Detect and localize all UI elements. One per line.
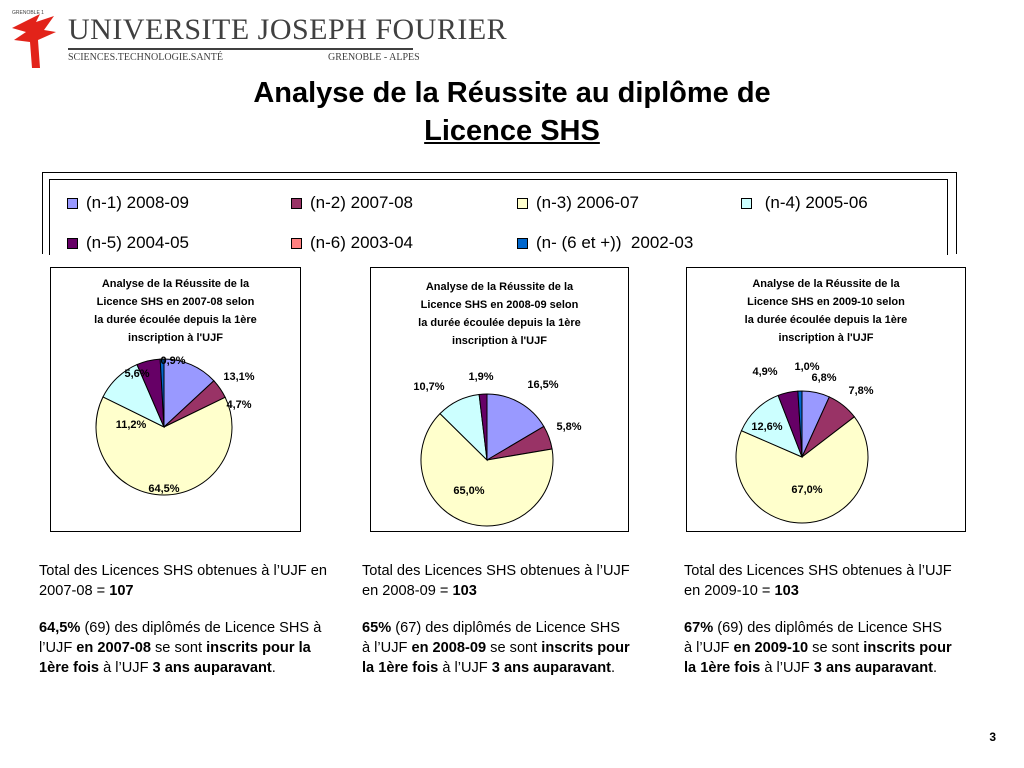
caption-total-text: Total des Licences SHS obtenues à l’UJF en 2009-10 = (684, 563, 952, 599)
chart-title-line: Analyse de la Réussite de la (752, 278, 900, 290)
caption-percent: 67% (684, 620, 714, 636)
chart-title-line: inscription à l'UJF (128, 332, 223, 344)
chart-panel-2008-09 (370, 267, 629, 532)
pie-label-n5: 4,9% (752, 366, 778, 378)
logo-subtitle-right: GRENOBLE - ALPES (328, 52, 420, 63)
pie-label-n4: 11,2% (115, 419, 147, 431)
caption-total-text: Total des Licences SHS obtenues à l’UJF en 2008-09 = (362, 563, 630, 599)
caption-total (684, 561, 954, 601)
caption-bold: 3 ans auparavant (152, 660, 272, 676)
logo-emblem-icon (10, 10, 62, 70)
pie-label-n5: 1,9% (468, 371, 494, 383)
caption-text: à l’UJF (438, 660, 492, 676)
pie-chart (371, 268, 630, 533)
pie-label-n5: 5,6% (124, 368, 150, 380)
pie-label-n3: 67,0% (791, 484, 823, 496)
legend-swatch (517, 198, 528, 209)
legend-swatch (67, 198, 78, 209)
caption-text: se sont (486, 640, 542, 656)
logo-divider (68, 48, 413, 50)
caption-text: (67) des diplômés de Licence SHS à l’UJF (362, 620, 620, 656)
pie-chart (687, 268, 967, 533)
title-line-1: Analyse de la Réussite au diplôme de (253, 77, 771, 109)
caption-text: (69) des diplômés de Licence SHS à l’UJF (684, 620, 942, 656)
caption-text: se sont (150, 640, 207, 656)
caption-text: . (933, 660, 938, 676)
caption-total (39, 561, 329, 601)
caption-year: en 2008-09 (411, 640, 487, 656)
caption-bold: inscrits pour la 1ère fois (39, 640, 311, 676)
chart-title-line: Licence SHS en 2007-08 selon (96, 296, 255, 308)
legend-label: (n-5) 2004-05 (86, 233, 190, 252)
caption-text: . (271, 660, 276, 676)
caption-text: (69) des diplômés de Licence SHS à l’UJF (39, 620, 322, 656)
caption-detail (684, 618, 954, 678)
legend (49, 179, 948, 255)
title-line-2: Licence SHS (424, 115, 600, 147)
caption-detail (39, 618, 329, 678)
chart-panel-2009-10 (686, 267, 966, 532)
legend-label: (n-4) 2005-06 (760, 193, 868, 212)
chart-title-line: Licence SHS en 2008-09 selon (420, 299, 579, 311)
legend-swatch (291, 198, 302, 209)
caption-bold: 3 ans auparavant (491, 660, 612, 676)
legend-item-n1 (67, 193, 189, 213)
legend-item-n5 (67, 233, 189, 253)
chart-panel-2007-08 (50, 267, 301, 532)
pie-label-n4: 10,7% (413, 381, 445, 393)
caption-year: en 2007-08 (76, 640, 151, 656)
caption-2009-10 (684, 561, 954, 695)
chart-title-line: la durée écoulée depuis la 1ère (94, 314, 257, 326)
caption-total-number: 107 (109, 583, 134, 599)
page-number: 3 (989, 730, 996, 744)
caption-total-number: 103 (452, 583, 477, 599)
pie-label-n4: 12,6% (751, 421, 783, 433)
chart-title-line: Licence SHS en 2009-10 selon (747, 296, 905, 308)
caption-text: à l’UJF (760, 660, 814, 676)
legend-label: (n-1) 2008-09 (86, 193, 190, 212)
university-logo (10, 10, 508, 70)
legend-item-n3 (517, 193, 639, 213)
pie-label-n1: 6,8% (811, 372, 837, 384)
pie-label-n2: 5,8% (556, 421, 582, 433)
chart-title-line: Analyse de la Réussite de la (101, 278, 250, 290)
caption-2008-09 (362, 561, 632, 695)
logo-subtitle-left: SCIENCES.TECHNOLOGIE.SANTÉ (68, 52, 223, 63)
caption-text: à l’UJF (99, 660, 153, 676)
legend-item-n4 (741, 193, 868, 213)
pie-label-n1: 13,1% (223, 371, 255, 383)
caption-total-number: 103 (774, 583, 799, 599)
caption-percent: 65% (362, 620, 392, 636)
pie-chart (51, 268, 302, 533)
legend-swatch (291, 238, 302, 249)
legend-label: (n- (6 et +)) 2002-03 (536, 233, 694, 252)
legend-swatch (517, 238, 528, 249)
legend-item-n7 (517, 233, 693, 253)
logo-name: UNIVERSITE JOSEPH FOURIER (68, 13, 508, 46)
caption-2007-08 (39, 561, 329, 695)
page-title (0, 74, 1024, 150)
legend-item-n6 (291, 233, 413, 253)
pie-label-n7: 0,9% (160, 355, 186, 367)
chart-title-line: la durée écoulée depuis la 1ère (744, 314, 908, 326)
pie-label-n2: 4,7% (226, 399, 252, 411)
chart-title-line: la durée écoulée depuis la 1ère (418, 317, 581, 329)
caption-text: se sont (808, 640, 864, 656)
pie-label-n2: 7,8% (848, 385, 874, 397)
caption-year: en 2009-10 (733, 640, 809, 656)
caption-bold: inscrits pour la 1ère fois (684, 640, 952, 676)
caption-bold: 3 ans auparavant (813, 660, 934, 676)
legend-item-n2 (291, 193, 413, 213)
legend-label: (n-2) 2007-08 (310, 193, 414, 212)
caption-bold: inscrits pour la 1ère fois (362, 640, 630, 676)
pie-label-n7: 1,0% (794, 361, 820, 373)
caption-total (362, 561, 632, 601)
caption-text: . (611, 660, 616, 676)
pie-label-n3: 64,5% (148, 483, 180, 495)
legend-frame (42, 172, 957, 254)
pie-label-n3: 65,0% (453, 485, 485, 497)
legend-label: (n-6) 2003-04 (310, 233, 414, 252)
caption-total-text: Total des Licences SHS obtenues à l’UJF en 2007-08 = (39, 563, 327, 599)
legend-swatch (67, 238, 78, 249)
chart-title-line: inscription à l'UJF (452, 335, 547, 347)
caption-percent: 64,5% (39, 620, 81, 636)
logo-tiny-text: GRENOBLE 1 (12, 10, 44, 16)
pie-label-n1: 16,5% (527, 379, 559, 391)
chart-title-line: Analyse de la Réussite de la (425, 281, 574, 293)
caption-detail (362, 618, 632, 678)
chart-title-line: inscription à l'UJF (778, 332, 874, 344)
legend-swatch (741, 198, 752, 209)
legend-label: (n-3) 2006-07 (536, 193, 640, 212)
